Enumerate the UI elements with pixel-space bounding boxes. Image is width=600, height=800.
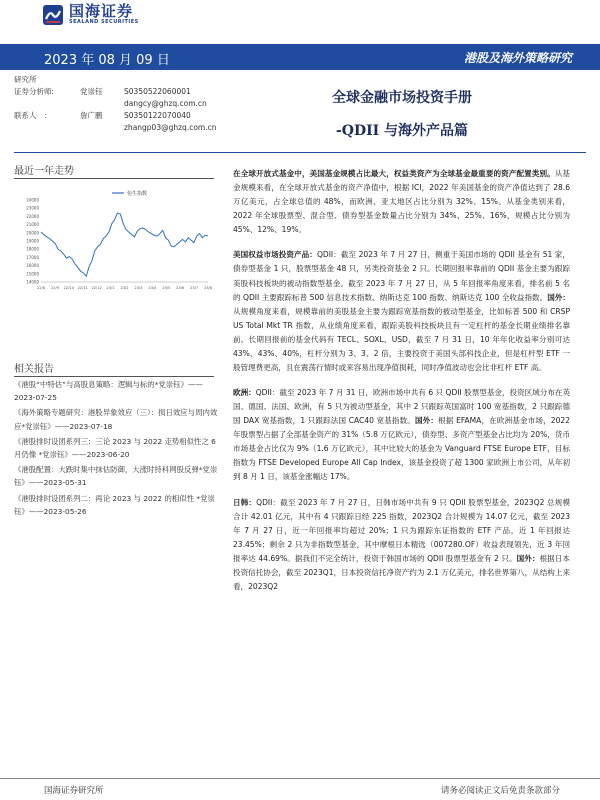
summary-paragraph [233,167,570,237]
report-item-title: 《港股排时设团系列二：再论 2023 与 2022 的相似性 *党崇钰》 [14,493,215,516]
report-item[interactable] [14,463,218,489]
sealand-logo-icon [42,4,64,26]
logo-en-text: SEALAND SECURITIES [69,19,139,25]
us-market-lead: 美国权益市场投资产品： [233,250,317,260]
y-tick-label: 17000 [26,254,39,260]
analyst-id: S0350522060001 [124,87,191,96]
europe-paragraph [233,386,570,484]
reports-heading-rule [14,376,214,377]
y-tick-label: 16000 [26,263,39,269]
x-tick-label: 22/11 [77,286,88,290]
japan-korea-foreign-lead: 国外： [516,553,540,563]
report-title: 全球金融市场投资手册 [332,90,472,106]
x-tick-label: 23/5 [162,286,171,290]
report-item-title: 《港股“中特估”与高股息策略：逻辑与标的*党崇钰》 [14,380,188,389]
x-tick-label: 22/10 [63,286,75,290]
report-item-title: 《海外策略专题研究：港股异象效应（三）：损日效应与周内效应*党崇钰》 [14,408,218,431]
us-market-foreign-lead: 国外： [547,292,570,302]
x-tick-label: 23/2 [120,286,129,290]
report-item-date: ——2023-05-26 [28,506,87,516]
report-item-date: ——2023-05-31 [28,478,87,488]
y-tick-label: 21000 [26,222,39,228]
report-item-date: ——2023-07-18 [54,421,113,431]
analyst-block [14,74,234,134]
y-tick-label: 20000 [26,230,39,236]
report-item[interactable] [14,406,218,432]
x-tick-label: 23/8 [203,286,213,290]
related-reports-list [14,378,218,520]
report-item[interactable] [14,378,218,404]
us-market-text: QDII：截至 2023 年 7 月 27 日，侧重于美国市场的 QDII 基金有 51 家，债券型基金 1 只，股票型基金 48 只，另类投资基金 2 只。长期回报率靠前的 QDII 基金主要为跟踪美股科技板块的被动指数型基金。截至 2023 年 7 月 27 日，从 5 年回报率角度来看，排名前 5 名的 QDII 主要跟踪标普 500 信息技术指数、纳斯达克 100 指数、纳斯达克 100 全收益指数。 [233,250,570,302]
report-series: 港股及海外策略研究 [463,51,572,65]
report-item-date: ——2023-06-20 [71,450,130,460]
contact-name: 詹广鹏 [80,111,103,120]
footer-disclaimer: 请务必阅读正文后免责条款部分 [440,786,560,796]
analyst-label: 证券分析师: [14,87,55,96]
legend-label: 恒生指数 [127,191,148,197]
japan-korea-lead: 日韩： [233,497,257,507]
europe-foreign-lead: 国外： [415,416,439,426]
analyst-email[interactable]: dangcy@ghzq.com.cn [124,99,207,108]
dept-label: 研究所 [14,75,37,84]
report-item[interactable] [14,492,218,518]
trend-heading-rule [14,178,214,179]
contact-id: S0350122070040 [124,111,191,120]
header-banner [0,44,600,70]
report-item-date: ——2023-07-25 [14,380,203,403]
x-tick-label: 22/8 [36,286,46,290]
report-body [233,167,570,605]
contact-label: 联系人 ： [14,111,52,120]
company-logo [42,3,139,26]
x-tick-label: 22/9 [50,286,59,290]
summary-lead: 在全球开放式基金中，美国基金规模占比最大，权益类资产为全球基金最重要的资产配置类别。 [233,169,555,178]
x-tick-label: 23/3 [134,286,143,290]
x-tick-label: 23/7 [190,286,199,290]
logo-cn-text: 国海证券 [69,2,134,20]
report-item[interactable] [14,435,218,461]
trend-heading: 最近一年走势 [14,166,74,177]
report-item-title: 《港股排时设团系列三：三论 2023 与 2022 走势相似性之 6 月仍像 *党崇钰》 [14,436,216,460]
footer-left: 国海证券研究所 [44,786,104,796]
japan-korea-text: QDII：截至 2023 年 7 月 27 日，日韩市场中共有 9 只 QDII 股票型基金，2023Q2 总规模合计 42.01 亿元，其中有 4 只跟踪日经 225 指数，2023Q2 合计规模为 14.07 亿元，截至 2023 年 7 月 27 日，近一年回报率均超过 20%；1 只为跟踪东证指数的 ETF 产品，近 1 年回报达 23.45%；剩余 2 只为非指数型基金，其中摩根日本精选（007280.OF）收益表现领先，近 3 年回报率达 44.69%。据我们不完全统计，投资于韩国市场的 QDII 股票型基金有 2 只。 [233,497,570,563]
y-tick-label: 18000 [26,246,39,252]
japan-korea-paragraph [233,496,570,594]
us-market-foreign-text: 从规模角度来看，规模靠前的美股基金主要为跟踪宽基指数的被动型基金，比如标普 500 和 CRSP US Total Mkt TR 指数，从业绩角度来看，跟踪美股科技板块且有一定杠杆的基金长期业绩排名靠前。长期回报前的基金代码有 TECL、SOXL、USD，截至 7 月 31 日，10 年年化收益率分别可达 43%、43%、40%，杠杆分别为 3、3、2 倍，主要投资于美国头部科技企业，但是杠杆型 ETF 一般管理费更高，且在震荡行情时或来容易出现净值损耗，同时净值波动也会比非杠杆 ETF 高。 [233,306,570,372]
y-tick-label: 22000 [26,213,39,219]
header-divider [14,152,586,153]
y-tick-label: 24000 [26,197,39,203]
y-tick-label: 19000 [26,238,39,244]
europe-lead: 欧洲： [233,388,256,398]
y-tick-label: 14000 [26,279,39,285]
japan-korea-foreign-text: 根据日本投资信托协会，截至 2023Q1，日本投资信托净资产约为 2.1 万亿美元，排名世界第八，从结构上来看，2023Q2 [233,553,570,591]
trend-chart [14,186,214,298]
europe-foreign-text: 根据 EFAMA，在欧洲基金市场，2022 年股票型占据了全部基金资产的 31%（5.8 万亿欧元），债券型、多资产型基金占比均为 20%，货币市场基金占比仅为 9%（1.6 万亿欧元），其中比较大的基金为 Vanguard FTSE Europe ETF，目标指数为 FTSE Developed Europe All Cap Index，该基金投资了超 1300 家欧洲上市公司，从年初到 8 月 1 日，该基金涨幅达 17%。 [233,416,570,482]
europe-text: QDII：截至 2023 年 7 月 31 日，欧洲市场中共有 6 只 QDII 股票型基金，投资区域分布在英国、德国、法国、欧洲，有 5 只为被动型基金，其中 2 只跟踪英国富时 100 宽基指数，2 只跟踪德国 DAX 宽基指数，1 只跟踪法国 CAC40 宽基指数。 [233,388,570,426]
x-tick-label: 23/4 [148,286,157,290]
page-footer [0,778,600,800]
reports-heading: 相关报告 [14,364,54,375]
us-market-paragraph [233,248,570,374]
analyst-name: 党崇钰 [80,87,103,96]
x-tick-label: 22/12 [91,286,102,290]
report-subtitle: -QDII 与海外产品篇 [335,123,469,139]
series-line-hsi [41,213,208,276]
contact-email[interactable]: zhangp03@ghzq.com.cn [124,123,217,132]
summary-text: 从基金规模来看，在全球开放式基金的资产净值中，根据 ICI，2022 年美国基金的资产净值达到了 28.6 万亿美元，占全球总值的 48%，而欧洲、亚太地区占比分别为 32%、15%。从基金类别来看，2022 年全球股票型、混合型、债券型基金数量占比分别为 34%、25%、16%，规模占比分别为 45%、12%、19%。 [233,169,570,235]
y-tick-label: 15000 [26,271,39,277]
y-tick-label: 23000 [26,205,39,211]
x-tick-label: 23/1 [106,286,115,290]
report-item-title: 《港股配置：大跌时集中抹估防御，大涨时持科网股反弹*党崇钰》 [14,465,218,488]
x-tick-label: 23/6 [176,286,185,290]
report-date: 2023 年 08 月 09 日 [44,53,170,68]
